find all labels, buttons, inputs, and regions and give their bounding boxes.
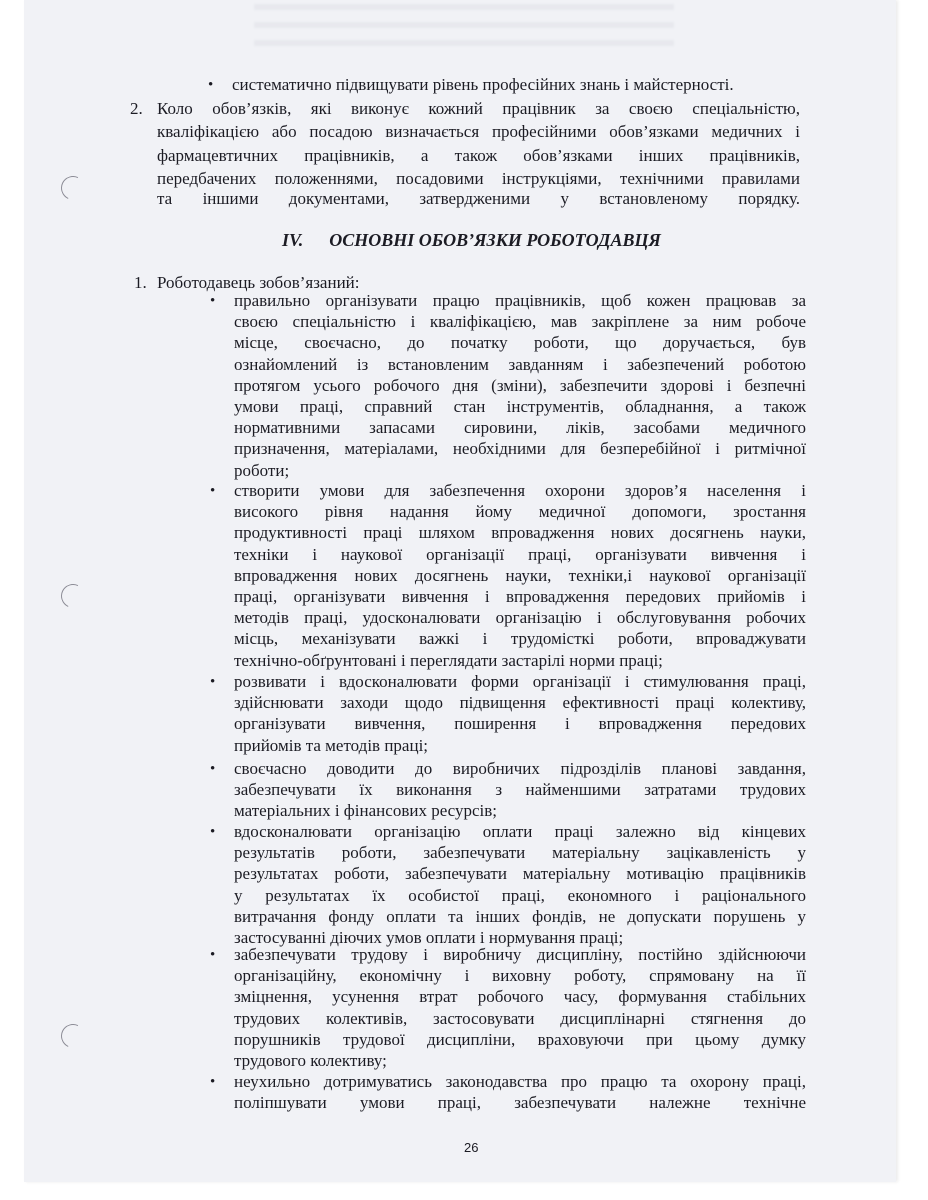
bullet-line: ознайомлений із встановленим завданням і забезпечений роботою [234,355,806,374]
bullet-line: вдосконалювати організацію оплати праці залежно від кінцевих [234,822,806,841]
bullet-line: методів праці, удосконалювати організацію і обслуговування робочих [234,608,806,627]
bullet-line: трудового колективу; [234,1051,387,1070]
bullet-line: праці, організувати вивчення і впровадження передових прийомів і [234,587,806,606]
bullet-line: організаційну, економічну і виховну роботу, спрямовану на її [234,966,806,985]
top-bullet-text: систематично підвищувати рівень професійних знань і майстерності. [232,75,734,94]
bullet-line: у результатах їх особистої праці, економного і раціонального [234,886,806,905]
bullet-line: витрачання фонду оплати та інших фондів, не допускати порушень у [234,907,806,926]
bullet-line: забезпечувати їх виконання з найменшими затратами трудових [234,780,806,799]
bullet-line: результатів роботи, забезпечувати матеріальну зацікавленість у [234,843,806,862]
item-2-line: Коло обов’язків, які виконує кожний працівник за своєю спеціальністю, [157,99,800,118]
item-2-number: 2. [130,99,143,118]
punch-hole-mark [58,173,89,204]
bullet-line: застосуванні діючих умов оплати і нормування праці; [234,928,624,947]
bullet-line: техніки і наукової організації праці, організувати вивчення і [234,545,806,564]
punch-hole-mark [58,581,89,612]
punch-hole-mark [58,1021,89,1052]
bullet-line: трудових колективів, застосовувати дисциплінарні стягнення до [234,1009,806,1028]
bullet-line: високого рівня надання йому медичної допомоги, зростання [234,502,806,521]
bullet-marker: • [208,77,214,93]
bullet-line: своєчасно доводити до виробничих підрозділів планові завдання, [234,759,806,778]
bullet-line: створити умови для забезпечення охорони здоров’я населення і [234,481,806,500]
item-2-line: передбачених положеннями, посадовими інструкціями, технічними правилами [157,169,800,188]
bullet-line: результатах роботи, забезпечувати матеріальну мотивацію працівників [234,864,806,883]
bullet-line: нормативними запасами сировини, ліків, засобами медичного [234,418,806,437]
bullet-line: роботи; [234,461,290,480]
bullet-line: неухильно дотримуватись законодавства про працю та охорону праці, [234,1072,806,1091]
bullet-line: своєю спеціальністю і кваліфікацією, мав закріплене за ним робоче [234,312,806,331]
item-2-line: кваліфікацією або посадою визначається професійними обов’язками медичних і [157,122,800,141]
bullet-line: організувати вивчення, поширення і впровадження передових [234,714,806,733]
bullet-line: прийомів та методів праці; [234,736,429,755]
bullet-marker: • [210,761,216,777]
item-1-number: 1. [134,273,147,292]
item-2-line: та іншими документами, затвердженими у встановленому порядку. [157,189,800,208]
bullet-line: протягом усього робочого дня (зміни), забезпечити здорові і безпечні [234,376,806,395]
bullet-line: зміцнення, усунення втрат робочого часу, формування стабільних [234,987,806,1006]
document-page [24,0,896,1182]
section-heading [282,229,661,251]
bullet-marker: • [210,293,216,309]
bullet-marker: • [210,824,216,840]
bullet-marker: • [210,947,216,963]
page-number: 26 [464,1140,479,1155]
bullet-line: правильно організувати працю працівників, щоб кожен працював за [234,291,806,310]
section-title: ОСНОВНІ ОБОВ’ЯЗКИ РОБОТОДАВЦЯ [329,230,661,250]
bullet-marker: • [210,483,216,499]
bullet-line: продуктивності праці шляхом впровадження нових досягнень науки, [234,523,806,542]
bullet-line: розвивати і вдосконалювати форми організації і стимулювання праці, [234,672,806,691]
bullet-line: порушників трудової дисципліни, враховуючи при цьому думку [234,1030,806,1049]
bullet-line: здійснювати заходи щодо підвищення ефективності праці колективу, [234,693,806,712]
section-numeral: IV. [282,230,304,250]
bullet-marker: • [210,1074,216,1090]
bullet-line: призначення, матеріалами, необхідними для безперебійної і ритмічної [234,439,806,458]
bullet-line: місце, своєчасно, до початку роботи, що доручається, був [234,333,806,352]
bullet-line: місць, механізувати важкі і трудомісткі роботи, впроваджувати [234,629,806,648]
item-1-text: Роботодавець зобов’язаний: [157,273,360,292]
bullet-line: матеріальних і фінансових ресурсів; [234,801,498,820]
bullet-marker: • [210,674,216,690]
bullet-line: впровадження нових досягнень науки, техніки,і наукової організації [234,566,806,585]
bullet-line: поліпшувати умови праці, забезпечувати належне технічне [234,1093,806,1112]
item-2-line: фармацевтичних працівників, а також обов’язками інших працівників, [157,146,800,165]
bullet-line: умови праці, справний стан інструментів, обладнання, а також [234,397,806,416]
bullet-line: забезпечувати трудову і виробничу дисципліну, постійно здійснюючи [234,945,806,964]
bleed-through-text [254,4,674,56]
bullet-line: технічно-обґрунтовані і переглядати застарілі норми праці; [234,651,663,670]
